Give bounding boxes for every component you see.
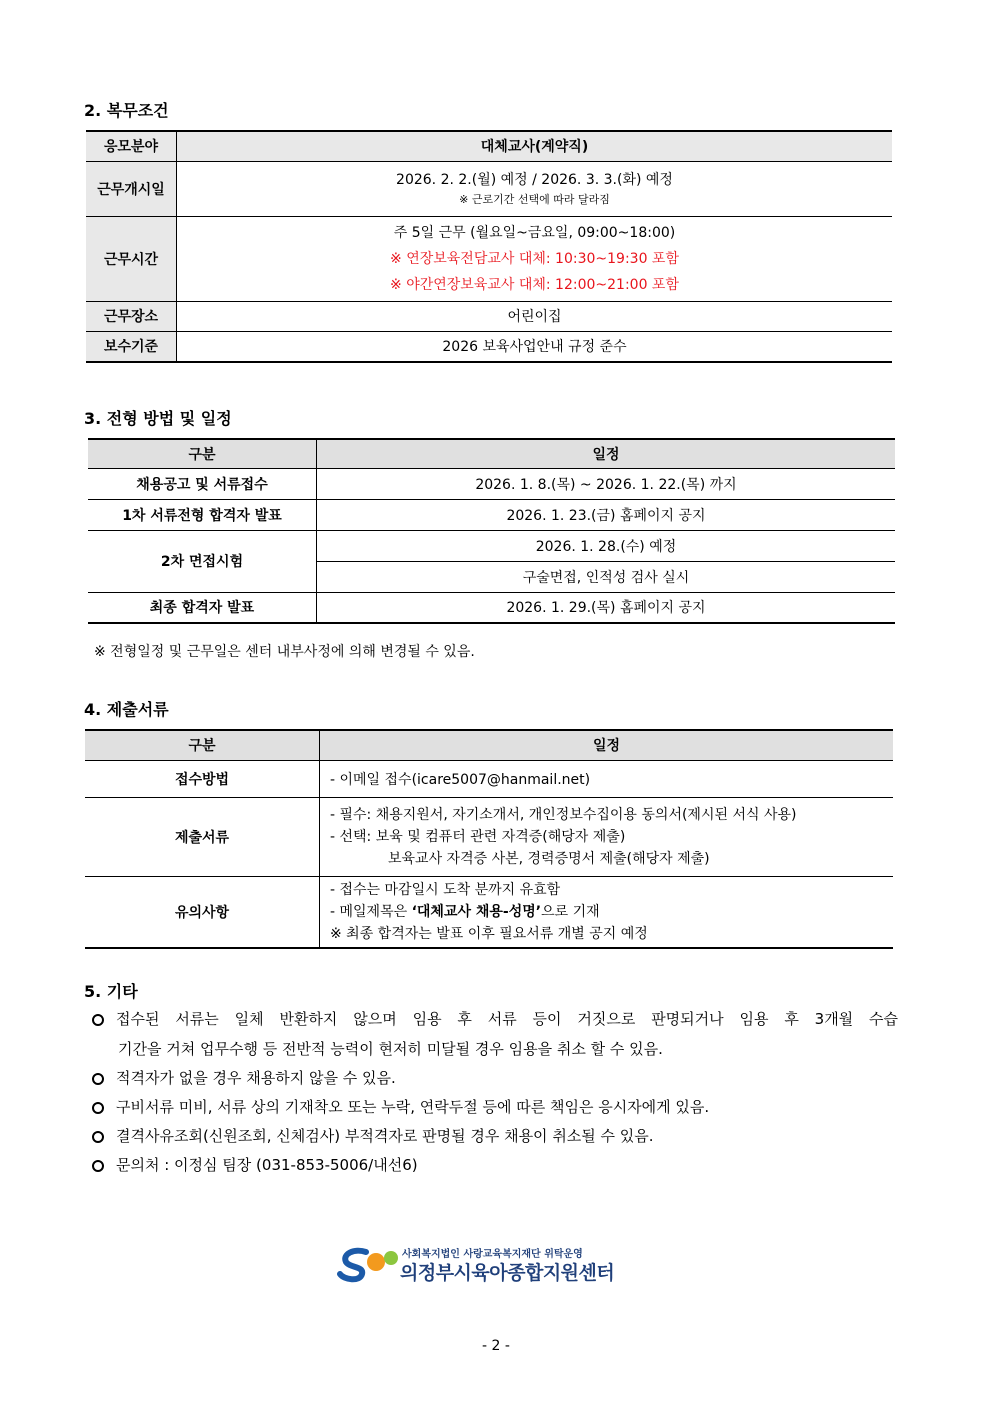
- circle-bullet-icon: [92, 1073, 104, 1085]
- start-date-note: ※ 근로기간 선택에 따라 달라짐: [459, 192, 610, 206]
- header-position: 대체교사(계약직): [177, 131, 893, 161]
- documents-header-category: 구분: [85, 730, 320, 760]
- schedule-label-interview: 2차 면접시험: [88, 530, 317, 592]
- misc-item-4: 결격사유조회(신원조회, 신체검사) 부적격자로 판명될 경우 채용이 취소될 수 있음.: [92, 1121, 654, 1151]
- page-number: - 2 -: [482, 1338, 510, 1354]
- schedule-value-interview-date: 2026. 1. 28.(수) 예정: [317, 530, 896, 561]
- documents-optional-extra: 보육교사 자격증 사본, 경력증명서 제출(해당자 제출): [388, 850, 710, 867]
- schedule-label-final-result: 최종 합격자 발표: [88, 592, 317, 623]
- work-hours-value: 주 5일 근무 (월요일~금요일, 09:00~18:00): [393, 224, 676, 241]
- row-label-work-place: 근무장소: [86, 301, 177, 331]
- section2-title: 2. 복무조건: [84, 101, 169, 120]
- schedule-value-announcement: 2026. 1. 8.(목) ~ 2026. 1. 22.(목) 까지: [317, 468, 896, 499]
- schedule-table: [88, 438, 895, 624]
- misc-item-5: 문의처 : 이정심 팀장 (031-853-5006/내선6): [92, 1150, 418, 1180]
- schedule-header-category: 구분: [88, 439, 317, 468]
- logo-subtitle: 사회복지법인 사랑교육복지재단 위탁운영: [402, 1249, 583, 1260]
- logo-name: 의정부시육아종합지원센터: [400, 1262, 615, 1284]
- schedule-value-first-result: 2026. 1. 23.(금) 홈페이지 공지: [317, 499, 896, 530]
- documents-table: [85, 729, 893, 949]
- row-label-salary: 보수기준: [86, 331, 177, 362]
- mail-subject-format: ‘대체교사 채용-성명’: [411, 903, 542, 920]
- schedule-header-schedule: 일정: [317, 439, 896, 468]
- section5-title: 5. 기타: [84, 982, 138, 1001]
- notes-mail-subject: - 메일제목은 ‘대체교사 채용-성명’으로 기재: [330, 903, 600, 920]
- start-date-value: 2026. 2. 2.(월) 예정 / 2026. 3. 3.(화) 예정: [396, 171, 673, 188]
- schedule-value-interview-detail: 구술면접, 인적성 검사 실시: [317, 561, 896, 592]
- logo-mark-icon: [336, 1244, 406, 1284]
- schedule-label-announcement: 채용공고 및 서류접수: [88, 468, 317, 499]
- schedule-label-first-result: 1차 서류전형 합격자 발표: [88, 499, 317, 530]
- notes-deadline: - 접수는 마감일시 도착 분까지 유효함: [330, 881, 561, 898]
- documents-label-notes: 유의사항: [85, 876, 320, 948]
- work-hours-note-extended: ※ 연장보육전담교사 대체: 10:30~19:30 포함: [390, 250, 679, 267]
- circle-bullet-icon: [92, 1160, 104, 1172]
- circle-bullet-icon: [92, 1014, 104, 1026]
- schedule-value-final-result: 2026. 1. 29.(목) 홈페이지 공지: [317, 592, 896, 623]
- documents-label-submission: 제출서류: [85, 797, 320, 876]
- circle-bullet-icon: [92, 1102, 104, 1114]
- row-label-work-hours: 근무시간: [86, 216, 177, 301]
- documents-optional: - 선택: 보육 및 컴퓨터 관련 자격증(해당자 제출): [330, 828, 626, 845]
- row-label-start-date: 근무개시일: [86, 161, 177, 216]
- section4-title: 4. 제출서류: [84, 700, 169, 719]
- work-conditions-table: [86, 130, 892, 363]
- section3-title: 3. 전형 방법 및 일정: [84, 409, 232, 428]
- circle-bullet-icon: [92, 1131, 104, 1143]
- header-application-field: 응모분야: [86, 131, 177, 161]
- misc-item-3: 구비서류 미비, 서류 상의 기재착오 또는 누락, 연락두절 등에 따른 책임은 응시자에게 있음.: [92, 1092, 709, 1122]
- documents-label-method: 접수방법: [85, 760, 320, 797]
- salary-value: 2026 보육사업안내 규정 준수: [177, 331, 893, 362]
- misc-item-2: 적격자가 없을 경우 채용하지 않을 수 있음.: [92, 1063, 396, 1093]
- notes-final: ※ 최종 합격자는 발표 이후 필요서류 개별 공지 예정: [330, 925, 648, 942]
- documents-required: - 필수: 채용지원서, 자기소개서, 개인정보수집이용 동의서(제시된 서식 사용): [330, 806, 797, 823]
- center-logo: [336, 1244, 656, 1284]
- work-hours-note-night: ※ 야간연장보육교사 대체: 12:00~21:00 포함: [390, 276, 679, 293]
- documents-header-detail: 일정: [320, 730, 894, 760]
- schedule-note: ※ 전형일정 및 근무일은 센터 내부사정에 의해 변경될 수 있음.: [94, 644, 475, 660]
- misc-item-1: 접수된 서류는 일체 반환하지 않으며 임용 후 서류 등이 거짓으로 판명되거나 임용 후 3개월 수습 기간을 거쳐 업무수행 등 전반적 능력이 현저히 미달될 경우 임용을 취소 할 수 있음.: [92, 1004, 898, 1064]
- documents-value-method: - 이메일 접수(icare5007@hanmail.net): [320, 760, 894, 797]
- work-place-value: 어린이집: [177, 301, 893, 331]
